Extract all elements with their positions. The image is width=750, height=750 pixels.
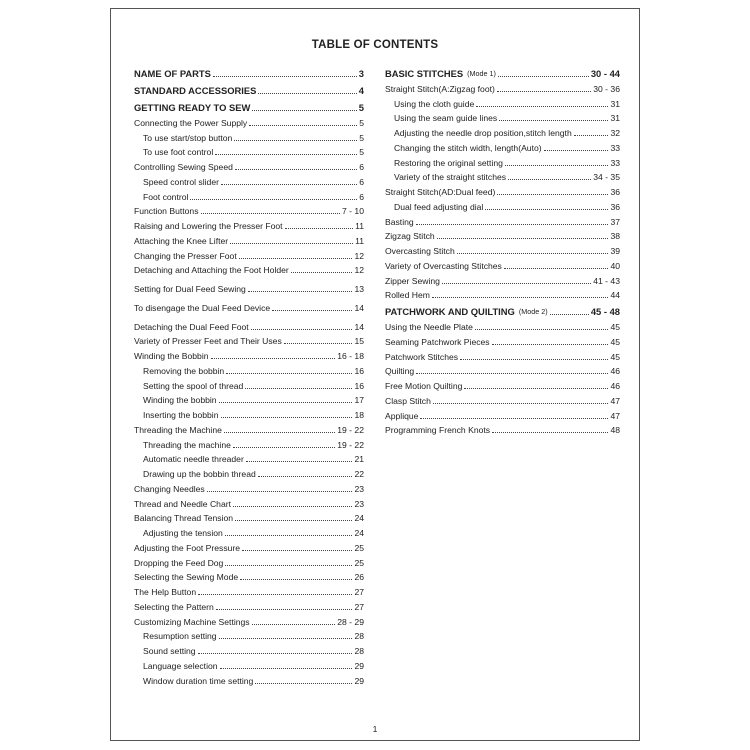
toc-entry xyxy=(134,143,364,158)
toc-entry-page: 27 xyxy=(354,587,364,597)
toc-entry-title: Using the Needle Plate xyxy=(385,322,473,332)
dot-leader xyxy=(201,213,341,214)
dot-leader xyxy=(252,624,336,625)
toc-entry xyxy=(134,202,364,217)
toc-entry-title: Clasp Stitch xyxy=(385,395,431,406)
dot-leader xyxy=(216,609,353,610)
dot-leader xyxy=(198,594,352,595)
toc-entry-title: Winding the bobbin xyxy=(143,395,217,406)
toc-entry-page: 38 xyxy=(610,231,620,242)
toc-entry-page: 33 xyxy=(610,142,620,153)
toc-entry-page: 7 - 10 xyxy=(342,206,364,217)
toc-entry xyxy=(134,62,364,79)
toc-entry-title: Detaching and Attaching the Foot Holder xyxy=(134,265,289,276)
dot-leader xyxy=(492,344,609,345)
dot-leader xyxy=(245,388,352,389)
dot-leader xyxy=(457,253,609,254)
toc-entry-title: Adjusting the tension xyxy=(143,528,223,538)
toc-entry-title: Straight Stitch(AD:Dual feed) xyxy=(385,187,496,197)
dot-leader xyxy=(498,76,589,77)
dot-leader xyxy=(242,550,352,551)
toc-entry-page: 5 xyxy=(359,147,364,158)
toc-entry xyxy=(134,216,364,231)
toc-entry-page: 46 xyxy=(610,381,620,391)
dot-leader xyxy=(235,520,352,521)
dot-leader xyxy=(255,683,352,684)
toc-entry-page: 18 xyxy=(354,410,364,420)
toc-entry-title: To disengage the Dual Feed Device xyxy=(134,302,271,313)
toc-entry-title: Controlling Sewing Speed xyxy=(134,162,233,172)
dot-leader xyxy=(504,268,609,269)
toc-entry xyxy=(134,298,364,313)
dot-leader xyxy=(246,461,353,462)
dot-leader xyxy=(544,150,609,151)
toc-entry xyxy=(385,62,620,79)
toc-entry-page: 37 xyxy=(610,216,620,227)
toc-entry-title: To use start/stop button xyxy=(143,132,233,143)
dot-leader xyxy=(226,373,352,374)
toc-entry-title: Quilting xyxy=(385,366,415,377)
toc-entry-page: 27 xyxy=(354,601,364,612)
toc-entry xyxy=(134,568,364,583)
toc-entry-page: 30 - 36 xyxy=(593,83,620,94)
toc-entry xyxy=(134,96,364,113)
toc-entry-page: 24 xyxy=(354,528,364,538)
toc-entry-title: Dropping the Feed Dog xyxy=(134,557,224,568)
toc-entry-title: Dual feed adjusting dial xyxy=(394,201,484,212)
toc-entry xyxy=(134,627,364,642)
toc-entry-page: 5 xyxy=(358,102,364,113)
toc-entry xyxy=(385,153,620,168)
toc-entry-title: To use foot control xyxy=(143,147,214,158)
toc-entry xyxy=(385,362,620,377)
toc-entry xyxy=(134,246,364,261)
dot-leader xyxy=(550,314,589,315)
toc-entry-title: Zigzag Stitch xyxy=(385,231,435,242)
toc-entry-title: Using the seam guide lines xyxy=(394,113,498,124)
toc-entry xyxy=(134,494,364,509)
toc-entry-page: 6 xyxy=(359,191,364,202)
toc-entry-page: 6 xyxy=(359,176,364,187)
toc-entry xyxy=(134,128,364,143)
toc-entry-page: 30 - 44 xyxy=(590,68,620,79)
toc-entry-page: 45 xyxy=(610,351,620,362)
toc-entry xyxy=(385,79,620,94)
toc-entry-title: Selecting the Pattern xyxy=(134,601,214,612)
dot-leader xyxy=(224,432,335,433)
dot-leader xyxy=(285,228,354,229)
toc-entry-title: The Help Button xyxy=(134,587,197,597)
dot-leader xyxy=(235,169,357,170)
toc-entry-page: 19 - 22 xyxy=(337,424,364,435)
toc-entry xyxy=(134,597,364,612)
dot-leader xyxy=(249,125,357,126)
toc-entry-title: Window duration time setting xyxy=(143,675,254,686)
toc-entry-page: 31 xyxy=(610,113,620,124)
toc-entry-page: 16 - 18 xyxy=(337,351,364,361)
dot-leader xyxy=(233,506,352,507)
toc-entry-page: 19 - 22 xyxy=(337,439,364,450)
toc-entry-title: Rolled Hem xyxy=(385,290,430,301)
toc-entry-page: 21 xyxy=(354,454,364,465)
dot-leader xyxy=(476,106,608,107)
toc-entry-title: Foot control xyxy=(143,191,189,202)
toc-entry xyxy=(385,241,620,256)
toc-entry xyxy=(385,138,620,153)
dot-leader xyxy=(234,140,357,141)
toc-entry-page: 13 xyxy=(354,284,364,294)
toc-entry-page: 11 xyxy=(355,235,364,246)
toc-entry xyxy=(134,450,364,465)
toc-entry-title: Adjusting the Foot Pressure xyxy=(134,542,241,553)
toc-entry-title: Sound setting xyxy=(143,646,196,656)
toc-entry xyxy=(385,109,620,124)
toc-entry xyxy=(134,231,364,246)
dot-leader xyxy=(252,110,356,111)
toc-entry xyxy=(134,582,364,597)
toc-entry-title: Patchwork Stitches xyxy=(385,351,459,362)
toc-entry-title: Free Motion Quilting xyxy=(385,381,463,391)
toc-entry-page: 33 xyxy=(610,157,620,168)
toc-entry-title: Variety of Presser Feet and Their Uses xyxy=(134,336,282,347)
toc-entry-title: Selecting the Sewing Mode xyxy=(134,572,239,583)
toc-entry xyxy=(134,656,364,671)
toc-entry xyxy=(385,347,620,362)
toc-entry-page: 45 - 48 xyxy=(590,306,620,318)
toc-entry-page: 45 xyxy=(610,336,620,347)
dot-leader xyxy=(240,579,352,580)
toc-entry-title: Changing the Presser Foot xyxy=(134,250,237,261)
toc-entry-title: Setting the spool of thread xyxy=(143,380,244,391)
dot-leader xyxy=(497,194,608,195)
toc-entry-page: 5 xyxy=(359,117,364,128)
toc-entry xyxy=(134,641,364,656)
toc-left-column xyxy=(134,62,364,686)
toc-entry-title: Seaming Patchwork Pieces xyxy=(385,336,490,347)
toc-entry xyxy=(134,509,364,524)
toc-entry-page: 15 xyxy=(354,336,364,347)
toc-entry-title: Adjusting the needle drop position,stitch length xyxy=(394,128,572,138)
toc-entry-title: Thread and Needle Chart xyxy=(134,498,231,509)
toc-entry-title: Variety of the straight stitches xyxy=(394,172,507,183)
toc-entry-mode: (Mode 1) xyxy=(467,69,496,78)
toc-right-column xyxy=(385,62,620,435)
toc-entry-title: Customizing Machine Settings xyxy=(134,616,250,627)
toc-entry xyxy=(385,271,620,286)
toc-entry xyxy=(134,346,364,361)
toc-entry xyxy=(134,391,364,406)
toc-entry-page: 44 xyxy=(610,290,620,301)
toc-entry-title: Zipper Sewing xyxy=(385,275,440,286)
dot-leader xyxy=(433,403,609,404)
toc-entry-page: 47 xyxy=(610,395,620,406)
toc-entry xyxy=(385,227,620,242)
dot-leader xyxy=(420,418,608,419)
toc-entry-title: Resumption setting xyxy=(143,631,217,642)
dot-leader xyxy=(272,310,352,311)
dot-leader xyxy=(258,93,356,94)
toc-entry-title: Speed control slider xyxy=(143,176,219,187)
toc-entry xyxy=(134,553,364,568)
toc-entry-title: Overcasting Stitch xyxy=(385,246,455,256)
dot-leader xyxy=(499,120,608,121)
toc-entry-title: Straight Stitch(A:Zigzag foot) xyxy=(385,83,495,94)
toc-entry-page: 5 xyxy=(359,132,364,143)
toc-entry-page: 6 xyxy=(359,162,364,172)
toc-entry-title: STANDARD ACCESSORIES xyxy=(134,85,257,96)
dot-leader xyxy=(442,283,591,284)
dot-leader xyxy=(460,359,608,360)
toc-entry-page: 23 xyxy=(354,498,364,509)
dot-leader xyxy=(464,388,608,389)
toc-entry-title: Removing the bobbin xyxy=(143,365,225,376)
dot-leader xyxy=(213,76,357,77)
dot-leader xyxy=(416,373,608,374)
toc-entry-page: 17 xyxy=(354,395,364,406)
dot-leader xyxy=(221,417,353,418)
toc-entry xyxy=(134,279,364,294)
toc-entry xyxy=(385,182,620,197)
toc-entry-title: Attaching the Knee Lifter xyxy=(134,235,229,246)
toc-entry-page: 28 xyxy=(354,646,364,656)
toc-entry-page: 25 xyxy=(354,557,364,568)
toc-entry-page: 12 xyxy=(354,265,364,276)
toc-entry-page: 40 xyxy=(610,260,620,271)
toc-entry-mode: (Mode 2) xyxy=(518,307,548,317)
dot-leader xyxy=(508,179,591,180)
dot-leader xyxy=(225,535,353,536)
dot-leader xyxy=(211,358,336,359)
toc-entry xyxy=(134,317,364,332)
dot-leader xyxy=(219,402,353,403)
toc-entry-title: Changing the stitch width, length(Auto) xyxy=(394,142,542,153)
toc-entry xyxy=(385,197,620,212)
toc-entry-page: 34 - 35 xyxy=(593,172,620,183)
dot-leader xyxy=(190,199,357,200)
dot-leader xyxy=(475,329,609,330)
dot-leader xyxy=(230,243,353,244)
dot-leader xyxy=(198,653,353,654)
toc-entry xyxy=(385,256,620,271)
toc-entry xyxy=(134,376,364,391)
dot-leader xyxy=(215,154,357,155)
toc-entry-page: 16 xyxy=(354,365,364,376)
toc-entry-page: 25 xyxy=(354,542,364,553)
toc-entry-title: Basting xyxy=(385,216,414,227)
dot-leader xyxy=(248,291,353,292)
toc-entry xyxy=(385,376,620,391)
toc-entry xyxy=(385,168,620,183)
toc-entry xyxy=(134,464,364,479)
toc-entry xyxy=(385,317,620,332)
toc-entry xyxy=(134,435,364,450)
dot-leader xyxy=(432,297,609,298)
toc-entry xyxy=(134,332,364,347)
dot-leader xyxy=(219,638,353,639)
toc-entry-title: Automatic needle threader xyxy=(143,454,244,465)
toc-entry xyxy=(385,94,620,109)
dot-leader xyxy=(225,565,352,566)
dot-leader xyxy=(492,432,608,433)
toc-entry xyxy=(385,421,620,436)
toc-entry-page: 11 xyxy=(355,221,364,231)
dot-leader xyxy=(239,258,353,259)
toc-entry xyxy=(385,406,620,421)
toc-entry-title: Threading the machine xyxy=(143,439,231,450)
dot-leader xyxy=(258,476,353,477)
toc-entry-page: 16 xyxy=(354,380,364,391)
toc-entry xyxy=(134,361,364,376)
toc-entry-page: 31 xyxy=(610,98,620,109)
toc-entry-page: 36 xyxy=(610,187,620,197)
toc-entry xyxy=(134,157,364,172)
dot-leader xyxy=(416,224,609,225)
toc-entry-page: 4 xyxy=(358,85,364,96)
toc-entry-title: Winding the Bobbin xyxy=(134,351,209,361)
toc-entry-title: Drawing up the bobbin thread xyxy=(143,469,256,479)
toc-entry xyxy=(134,113,364,128)
dot-leader xyxy=(485,209,608,210)
toc-entry-title: Changing Needles xyxy=(134,483,205,494)
toc-entry-page: 29 xyxy=(354,675,364,686)
toc-entry-title: Inserting the bobbin xyxy=(143,410,219,420)
toc-entry-page: 28 xyxy=(354,631,364,642)
page-title: TABLE OF CONTENTS xyxy=(311,39,439,51)
dot-leader xyxy=(574,135,609,136)
toc-entry-page: 22 xyxy=(354,469,364,479)
toc-entry-page: 14 xyxy=(354,321,364,332)
toc-entry xyxy=(134,261,364,276)
toc-entry-page: 48 xyxy=(610,425,620,436)
toc-entry-title: Applique xyxy=(385,410,419,421)
toc-entry-title: Function Buttons xyxy=(134,206,199,217)
dot-leader xyxy=(505,165,609,166)
toc-entry-title: Variety of Overcasting Stitches xyxy=(385,260,502,271)
toc-entry xyxy=(134,479,364,494)
toc-entry-title: Setting for Dual Feed Sewing xyxy=(134,284,246,294)
toc-entry-title: Balancing Thread Tension xyxy=(134,513,234,524)
toc-entry-title: BASIC STITCHES xyxy=(385,68,464,79)
manual-page xyxy=(110,8,640,741)
dot-leader xyxy=(207,491,353,492)
dot-leader xyxy=(284,343,353,344)
toc-entry xyxy=(134,420,364,435)
toc-entry-title: PATCHWORK AND QUILTING xyxy=(385,306,515,318)
toc-entry-title: Threading the Machine xyxy=(134,424,222,435)
dot-leader xyxy=(497,91,591,92)
toc-entry-page: 24 xyxy=(354,513,364,524)
toc-entry-page: 46 xyxy=(610,366,620,377)
dot-leader xyxy=(233,447,335,448)
toc-entry-title: NAME OF PARTS xyxy=(134,68,211,79)
toc-entry-title: Connecting the Power Supply xyxy=(134,117,248,128)
toc-entry-title: Programming French Knots xyxy=(385,425,491,436)
toc-entry xyxy=(134,172,364,187)
dot-leader xyxy=(437,238,609,239)
toc-entry xyxy=(385,286,620,301)
dot-leader xyxy=(220,668,353,669)
toc-entry-title: Detaching the Dual Feed Foot xyxy=(134,321,249,332)
toc-entry xyxy=(385,300,620,317)
toc-entry-page: 41 - 43 xyxy=(593,275,620,286)
dot-leader xyxy=(251,329,353,330)
toc-entry xyxy=(134,187,364,202)
toc-entry-page: 45 xyxy=(610,322,620,332)
toc-entry-page: 12 xyxy=(354,250,364,261)
page-number: 1 xyxy=(372,724,378,734)
toc-entry xyxy=(134,405,364,420)
toc-entry-title: Language selection xyxy=(143,660,218,671)
toc-entry-page: 36 xyxy=(610,201,620,212)
toc-entry xyxy=(385,212,620,227)
toc-entry xyxy=(134,79,364,96)
toc-entry xyxy=(385,123,620,138)
toc-entry xyxy=(385,391,620,406)
toc-entry-page: 28 - 29 xyxy=(337,616,364,627)
toc-entry xyxy=(134,671,364,686)
toc-entry-page: 32 xyxy=(610,128,620,138)
toc-entry xyxy=(134,538,364,553)
toc-entry-title: Restoring the original setting xyxy=(394,157,503,168)
toc-entry-page: 39 xyxy=(610,246,620,256)
dot-leader xyxy=(221,184,357,185)
toc-entry xyxy=(134,523,364,538)
toc-entry-page: 26 xyxy=(354,572,364,583)
toc-entry-title: GETTING READY TO SEW xyxy=(134,102,251,113)
toc-entry-title: Raising and Lowering the Presser Foot xyxy=(134,221,283,231)
toc-entry-page: 3 xyxy=(358,68,364,79)
dot-leader xyxy=(291,272,353,273)
toc-entry-page: 29 xyxy=(354,660,364,671)
toc-entry-page: 47 xyxy=(610,410,620,421)
toc-entry-title: Using the cloth guide xyxy=(394,98,475,109)
toc-entry-page: 23 xyxy=(354,483,364,494)
toc-entry xyxy=(385,332,620,347)
toc-entry-page: 14 xyxy=(354,302,364,313)
toc-entry xyxy=(134,612,364,627)
